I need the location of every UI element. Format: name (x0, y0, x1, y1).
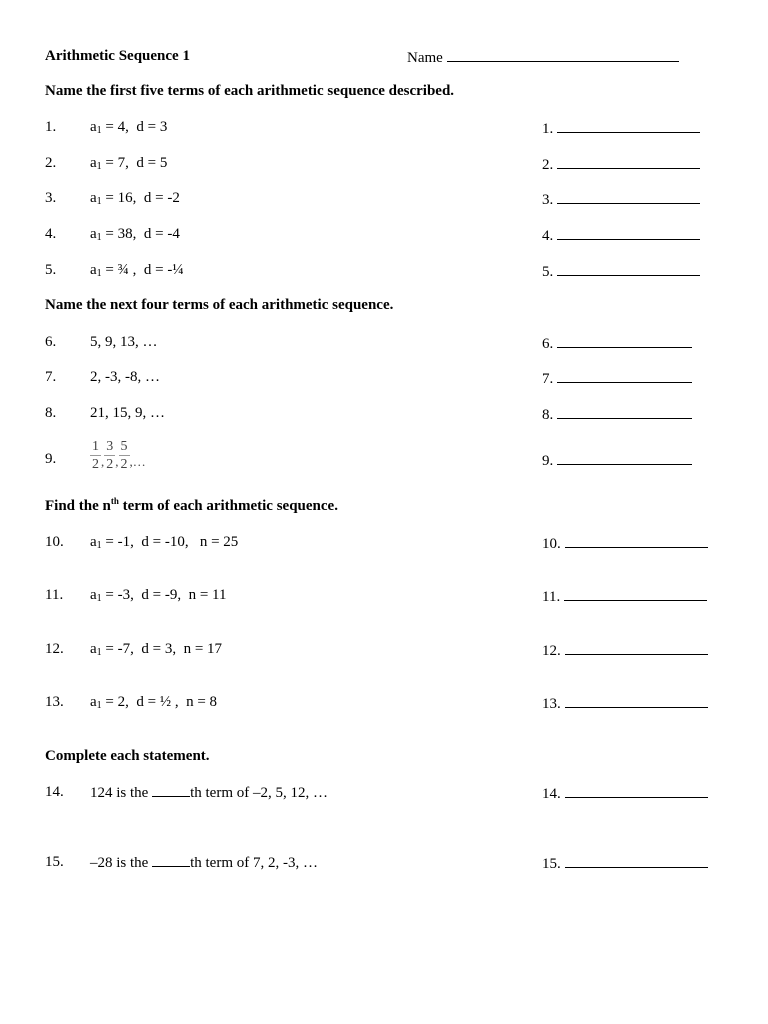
answer-field[interactable] (542, 368, 692, 388)
answer-label: 12. (542, 643, 561, 659)
answer-blank[interactable] (565, 783, 708, 798)
answer-field[interactable] (542, 586, 707, 606)
problem-expression: = ¾ , d = -¼ (101, 262, 184, 278)
answer-field[interactable] (542, 450, 692, 470)
problem-row (0, 404, 768, 424)
comma: , (101, 453, 105, 469)
fraction (90, 438, 101, 473)
answer-label: 9. (542, 453, 554, 469)
fill-in-blank[interactable] (152, 853, 190, 867)
problem-row (0, 368, 768, 388)
problem-number: 1. (45, 119, 57, 135)
problem-expression: = 7, d = 5 (101, 155, 168, 171)
problem-number: 15. (45, 854, 64, 870)
subscript: 1 (96, 196, 102, 207)
answer-label: 11. (542, 589, 561, 605)
problem-text (90, 118, 167, 140)
problem-expression: = 16, d = -2 (101, 190, 180, 206)
problem-row (0, 783, 768, 803)
variable-a: a (90, 190, 97, 206)
fraction-numerator: 3 (106, 439, 114, 454)
problem-text (90, 189, 180, 211)
problem-row (0, 533, 768, 553)
problem-row (0, 118, 768, 138)
variable-a: a (90, 641, 97, 657)
answer-field[interactable] (542, 189, 700, 209)
variable-a: a (90, 226, 97, 242)
problem-number: 3. (45, 190, 57, 206)
problem-number: 8. (45, 405, 57, 421)
subscript: 1 (96, 232, 102, 243)
subscript: 1 (96, 700, 102, 711)
answer-label: 3. (542, 192, 554, 208)
subscript: 1 (96, 647, 102, 658)
problem-row (0, 853, 768, 873)
answer-blank[interactable] (557, 225, 700, 240)
name-label: Name (407, 50, 443, 66)
answer-field[interactable] (542, 261, 700, 281)
answer-blank[interactable] (565, 640, 708, 655)
problem-number: 2. (45, 155, 57, 171)
answer-field[interactable] (542, 693, 708, 713)
problem-text: 5, 9, 13, … (90, 334, 158, 350)
answer-field[interactable] (542, 404, 692, 424)
variable-a: a (90, 119, 97, 135)
answer-blank[interactable] (557, 189, 700, 204)
problem-expression: = 38, d = -4 (101, 226, 180, 242)
answer-blank[interactable] (557, 368, 692, 383)
problem-row (0, 189, 768, 209)
fraction-denominator: 2 (92, 457, 99, 472)
answer-label: 1. (542, 121, 554, 137)
statement-start: 124 is the (90, 785, 153, 801)
variable-a: a (90, 534, 97, 550)
statement-end: th term of –2, 5, 12, … (190, 785, 328, 801)
subscript: 1 (96, 268, 102, 279)
problem-number: 11. (45, 587, 64, 603)
problem-number: 4. (45, 226, 57, 242)
problem-text: 21, 15, 9, … (90, 405, 165, 421)
problem-row (0, 693, 768, 713)
problem-number: 12. (45, 641, 64, 657)
problem-number: 13. (45, 694, 64, 710)
problem-text (90, 586, 226, 608)
answer-field[interactable] (542, 533, 708, 553)
problem-row (0, 154, 768, 174)
answer-label: 14. (542, 786, 561, 802)
answer-label: 5. (542, 264, 554, 280)
variable-a: a (90, 155, 97, 171)
fraction (104, 438, 115, 473)
answer-label: 15. (542, 856, 561, 872)
problem-text (90, 853, 318, 872)
answer-label: 13. (542, 696, 561, 712)
subscript: 1 (96, 540, 102, 551)
answer-blank[interactable] (557, 450, 692, 465)
section-heading (45, 497, 338, 515)
subscript: 1 (96, 161, 102, 172)
variable-a: a (90, 262, 97, 278)
section-heading: Complete each statement. (45, 748, 210, 764)
answer-blank[interactable] (557, 118, 700, 133)
problem-row (0, 225, 768, 245)
problem-number: 9. (45, 451, 57, 467)
fraction-denominator: 2 (106, 457, 114, 472)
problem-text (90, 261, 184, 283)
statement-start: –28 is the (90, 855, 153, 871)
problem-number: 10. (45, 534, 64, 550)
problem-expression: = -3, d = -9, n = 11 (101, 587, 227, 603)
superscript: th (110, 496, 119, 506)
problem-number: 14. (45, 784, 64, 800)
name-blank[interactable] (447, 47, 679, 62)
section-heading: Name the first five terms of each arithmetic sequence described. (45, 83, 455, 99)
fraction-numerator: 5 (120, 439, 128, 454)
answer-blank[interactable] (557, 404, 692, 419)
answer-field[interactable] (542, 640, 708, 660)
problem-text (90, 438, 146, 473)
problem-text (90, 533, 238, 555)
answer-blank[interactable] (565, 693, 708, 708)
worksheet-title: Arithmetic Sequence 1 (45, 48, 190, 64)
subscript: 1 (96, 125, 102, 136)
fill-in-blank[interactable] (152, 783, 190, 797)
answer-label: 8. (542, 407, 554, 423)
subscript: 1 (96, 593, 102, 604)
answer-field[interactable] (542, 333, 692, 353)
section-heading-part: term of each arithmetic sequence. (118, 498, 338, 514)
problem-expression: = -1, d = -10, n = 25 (101, 534, 239, 550)
problem-expression: = 4, d = 3 (101, 119, 168, 135)
name-field[interactable] (407, 47, 679, 67)
problem-text (90, 693, 217, 715)
problem-text: 2, -3, -8, … (90, 369, 160, 385)
fraction (119, 438, 130, 473)
problem-number: 7. (45, 369, 57, 385)
problem-text (90, 783, 328, 802)
problem-number: 5. (45, 262, 57, 278)
problem-text (90, 225, 180, 247)
statement-end: th term of 7, 2, -3, … (190, 855, 318, 871)
variable-a: a (90, 587, 97, 603)
answer-label: 6. (542, 336, 554, 352)
problem-row (0, 586, 768, 606)
problem-expression: = -7, d = 3, n = 17 (101, 641, 223, 657)
problem-row (0, 333, 768, 353)
answer-field[interactable] (542, 225, 700, 245)
problem-text (90, 640, 222, 662)
answer-blank[interactable] (565, 533, 708, 548)
section-heading-part: Find the n (45, 498, 111, 514)
answer-label: 4. (542, 228, 554, 244)
answer-field[interactable] (542, 118, 700, 138)
answer-label: 2. (542, 157, 554, 173)
answer-blank[interactable] (557, 261, 700, 276)
problem-row (0, 261, 768, 281)
fraction-denominator: 2 (120, 457, 128, 472)
answer-blank[interactable] (557, 333, 692, 348)
answer-blank[interactable] (557, 154, 700, 169)
problem-text (90, 154, 167, 176)
problem-row (0, 640, 768, 660)
answer-label: 10. (542, 536, 561, 552)
fraction-numerator: 1 (92, 439, 99, 454)
problem-number: 6. (45, 334, 57, 350)
answer-field[interactable] (542, 154, 700, 174)
problem-expression: = 2, d = ½ , n = 8 (101, 694, 218, 710)
answer-field[interactable] (542, 783, 708, 803)
section-heading: Name the next four terms of each arithmetic sequence. (45, 297, 394, 313)
comma: , (115, 453, 119, 469)
answer-blank[interactable] (565, 853, 708, 868)
variable-a: a (90, 694, 97, 710)
answer-field[interactable] (542, 853, 708, 873)
ellipsis: ,… (129, 453, 146, 469)
problem-row (0, 439, 768, 472)
answer-blank[interactable] (564, 586, 707, 601)
answer-label: 7. (542, 371, 554, 387)
